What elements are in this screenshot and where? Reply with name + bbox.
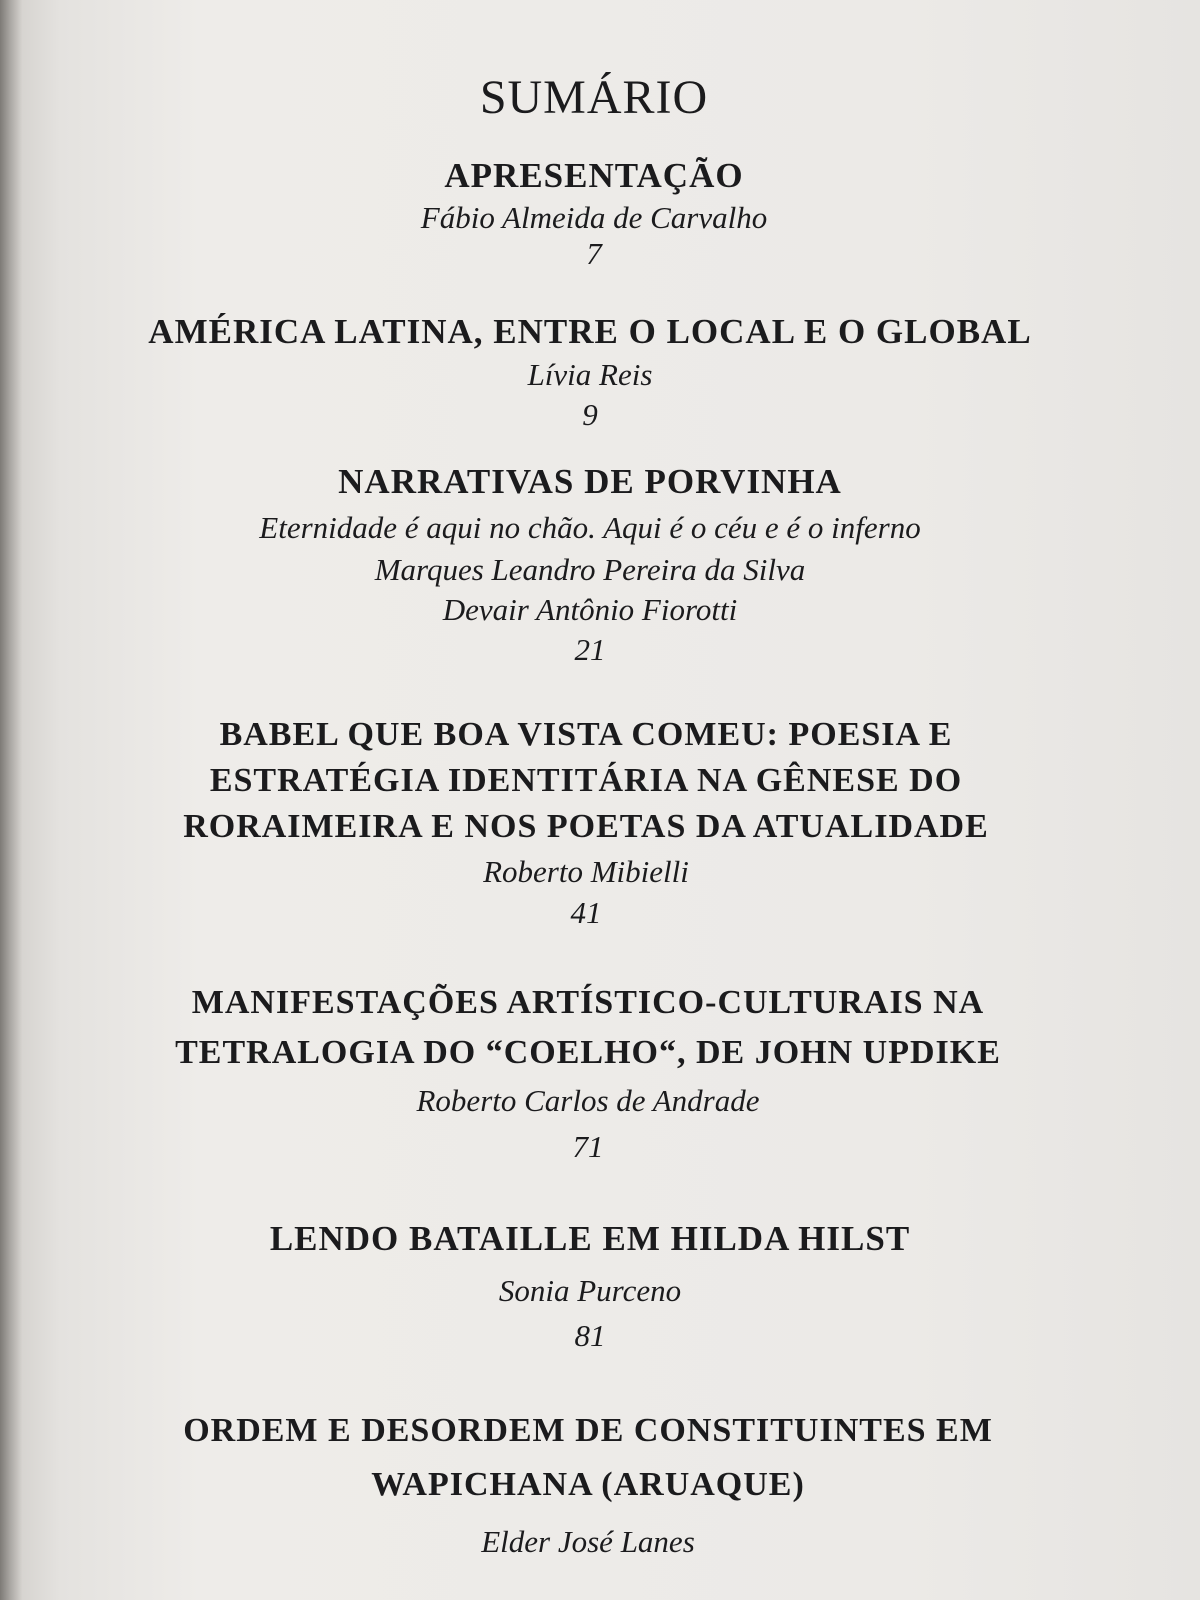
- entry-author: Roberto Carlos de Andrade: [416, 1083, 760, 1118]
- entry-title: TETRALOGIA DO “COELHO“, DE JOHN UPDIKE: [175, 1034, 1001, 1071]
- toc-entry: [0, 308, 1190, 436]
- entry-title: NARRATIVAS DE PORVINHA: [338, 462, 842, 501]
- toc-entry: [0, 1212, 1190, 1356]
- entry-title: ESTRATÉGIA IDENTITÁRIA NA GÊNESE DO: [209, 762, 963, 799]
- entry-title: MANIFESTAÇÕES ARTÍSTICO-CULTURAIS NA: [191, 984, 985, 1021]
- entry-author: Fábio Almeida de Carvalho: [420, 200, 768, 235]
- entry-title: WAPICHANA (ARUAQUE): [371, 1466, 805, 1503]
- entry-author: Sonia Purceno: [498, 1273, 682, 1308]
- entry-title: ORDEM E DESORDEM DE CONSTITUINTES EM: [183, 1412, 993, 1449]
- entry-title: LENDO BATAILLE EM HILDA HILST: [269, 1219, 911, 1258]
- toc-entry: [0, 1404, 1188, 1572]
- toc-entry: [0, 978, 1188, 1170]
- entry-title: RORAIMEIRA E NOS POETAS DA ATUALIDADE: [183, 808, 989, 845]
- entry-page-number: 71: [572, 1129, 604, 1164]
- toc-entry: [0, 458, 1190, 670]
- toc-heading: SUMÁRIO: [479, 71, 709, 124]
- entry-author: Devair Antônio Fiorotti: [442, 592, 738, 627]
- entry-title: BABEL QUE BOA VISTA COMEU: POESIA E: [219, 716, 953, 753]
- entry-title: APRESENTAÇÃO: [444, 156, 744, 195]
- entry-page-number: 7: [586, 236, 602, 271]
- entry-page-number: 41: [570, 895, 602, 930]
- toc-entry: [0, 712, 1186, 932]
- entry-page-number: 9: [582, 397, 598, 432]
- entry-page-number: 21: [574, 632, 606, 667]
- entry-page-number: 81: [574, 1318, 606, 1353]
- entry-author: Lívia Reis: [527, 357, 653, 392]
- entry-author: Roberto Mibielli: [483, 854, 689, 889]
- toc-entry: [0, 152, 1194, 272]
- entry-title: AMÉRICA LATINA, ENTRE O LOCAL E O GLOBAL: [148, 312, 1032, 351]
- entry-author: Elder José Lanes: [481, 1524, 695, 1559]
- entry-author: Marques Leandro Pereira da Silva: [374, 552, 806, 587]
- entry-subtitle: Eternidade é aqui no chão. Aqui é o céu e é o inferno: [259, 510, 921, 545]
